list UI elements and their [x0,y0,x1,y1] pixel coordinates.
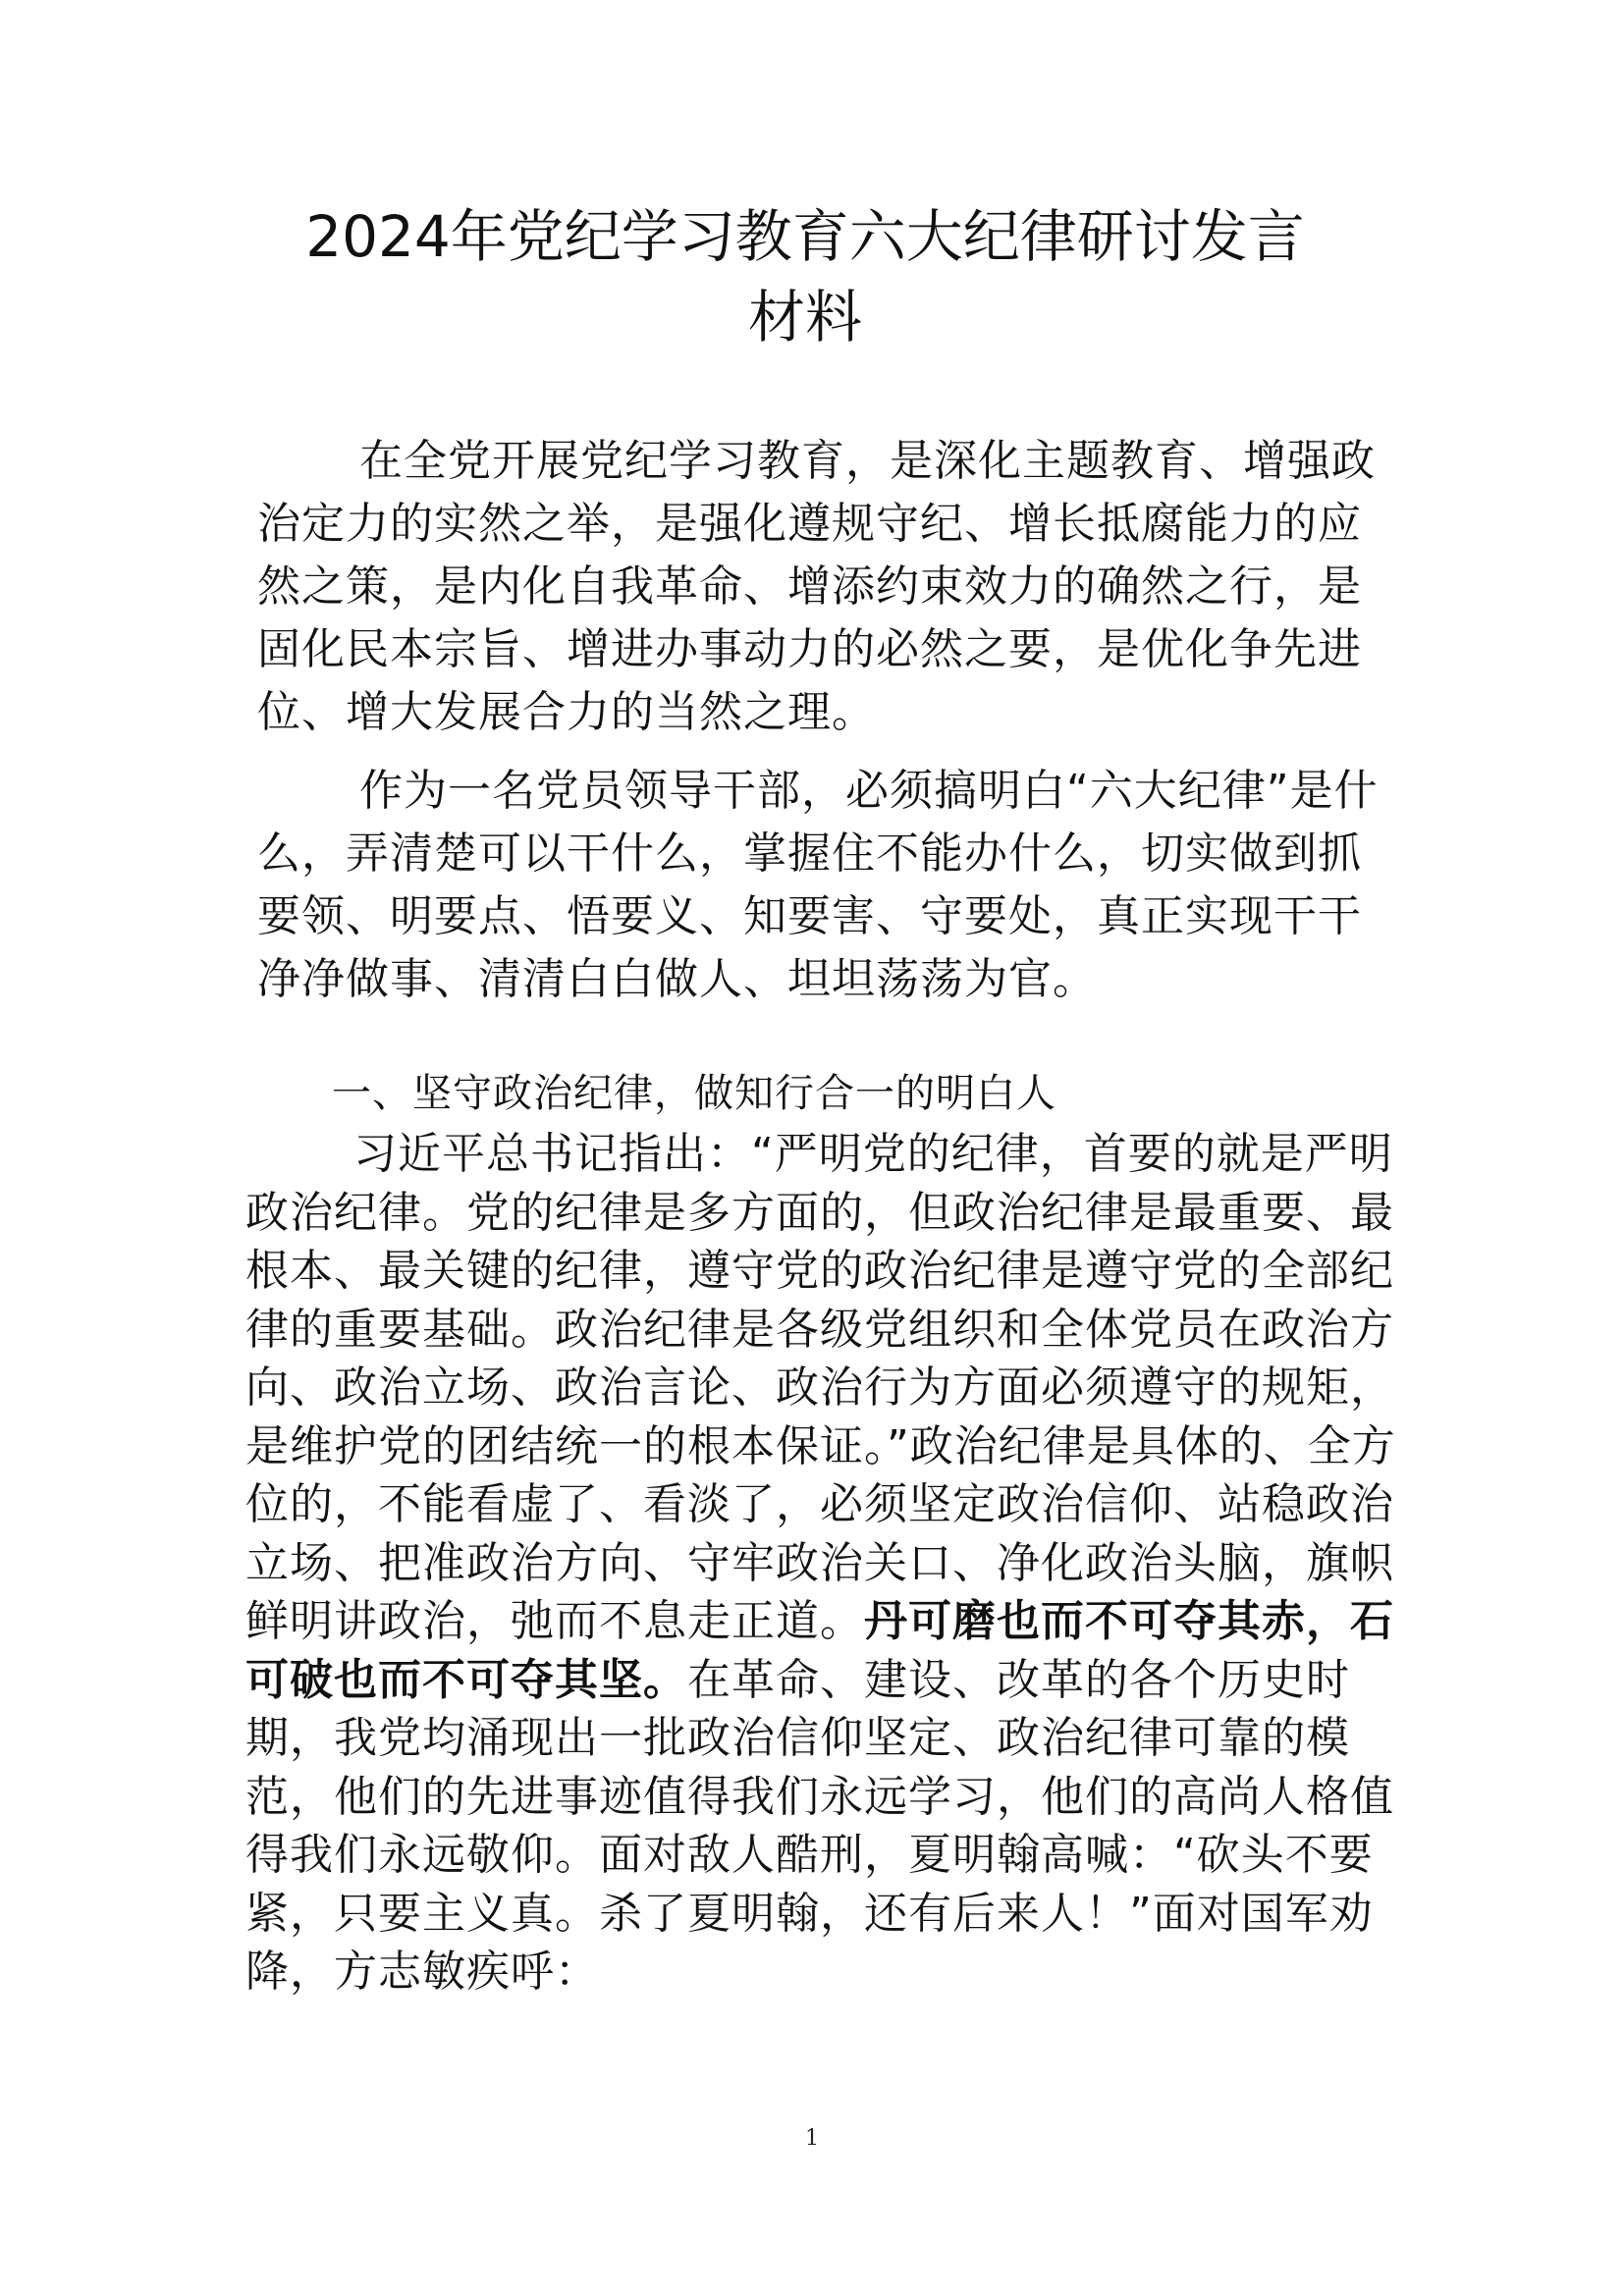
document-title [177,196,1434,357]
paragraph-text-part-2: 在革命、建设、改革的各个历史时期，我党均涌现出一批政治信仰坚定、政治纪律可靠的模范，他们的先进事迹值得我们永远学习，他们的高尚人格值得我们永远敬仰。面对敌人酷刑，夏明翰高喊：“砍头不要紧，只要主义真。杀了夏明翰，还有后来人！”面对国军劝降，方志敏疾呼： [245,1654,1394,1997]
title-line-2: 材料 [747,284,862,350]
page-number: 1 [805,2126,819,2151]
paragraph-text-part-1: 习近平总书记指出：“严明党的纪律，首要的就是严明政治纪律。党的纪律是多方面的，但政治纪律是最重要、最根本、最关键的纪律，遵守党的政治纪律是遵守党的全部纪律的重要基础。政治纪律是各级党组织和全体党员在政治方向、政治立场、政治言论、政治行为方面必须遵守的规矩，是维护党的团结统一的根本保证。”政治纪律是具体的、全方位的，不能看虚了、看淡了，必须坚定政治信仰、站稳政治立场、把准政治方向、守牢政治关口、净化政治头脑，旗帜鲜明讲政治，弛而不息走正道。 [245,1129,1396,1646]
intro-paragraph: 在全党开展党纪学习教育，是深化主题教育、增强政治定力的实然之举，是强化遵规守纪、增长抵腐能力的应然之策，是内化自我革命、增添约束效力的确然之行，是固化民本宗旨、增进办事动力的必然之要，是优化争先进位、增大发展合力的当然之理。 [257,436,1376,737]
section-heading: 一、坚守政治纪律，做知行合一的明白人 [332,1071,1056,1116]
political-discipline-paragraph [245,1125,1404,2002]
leader-paragraph: 作为一名党员领导干部，必须搞明白“六大纪律”是什么，弄清楚可以干什么，掌握住不能办什么，切实做到抓要领、明要点、悟要义、知要害、守要处，真正实现干干净净做事、清清白白做人、坦坦荡荡为官。 [257,766,1379,1004]
title-line-1: 2024年党纪学习教育六大纪律研讨发言 [305,203,1305,270]
bold-quote: 丹可磨也而不可夺其赤，石可破也而不可夺其坚。 [245,1596,1394,1705]
